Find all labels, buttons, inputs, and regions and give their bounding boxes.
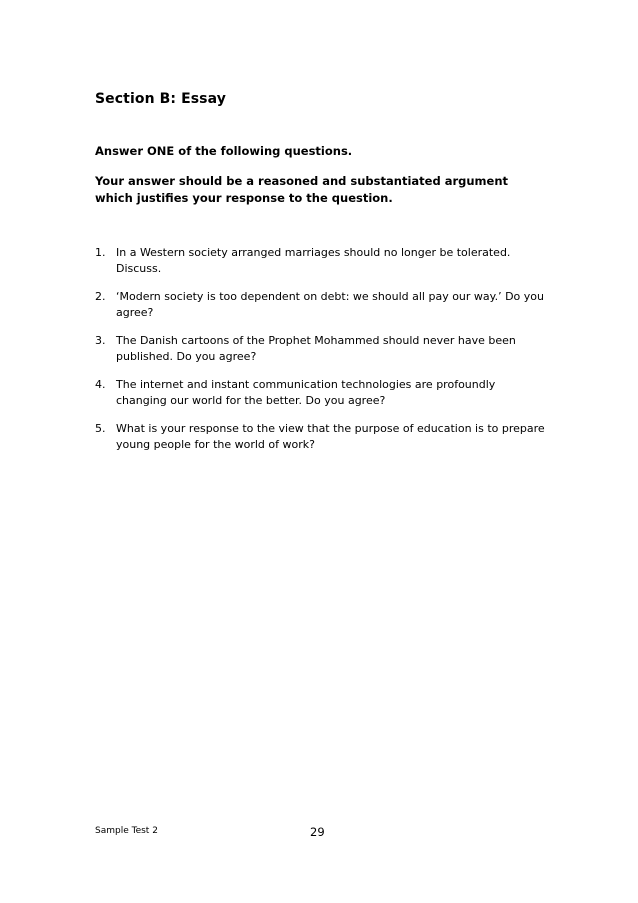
question-text: The Danish cartoons of the Prophet Mohammed should never have been published. Do you agree? <box>116 334 516 363</box>
question-item-5 <box>95 421 545 453</box>
question-number: 2. <box>95 290 106 303</box>
question-text: What is your response to the view that the purpose of education is to prepare young people for the world of work? <box>116 422 545 451</box>
question-number: 3. <box>95 334 106 347</box>
question-item-1 <box>95 245 545 277</box>
footer-page-number: 29 <box>310 825 325 839</box>
question-number: 4. <box>95 378 106 391</box>
question-text: In a Western society arranged marriages should no longer be tolerated. Discuss. <box>116 246 511 275</box>
question-item-2 <box>95 289 545 321</box>
question-text: The internet and instant communication technologies are profoundly changing our world for the better. Do you agree? <box>116 378 496 407</box>
instruction-reasoned-argument: Your answer should be a reasoned and substantiated argument which justifies your response to the question. <box>95 174 509 205</box>
question-item-4 <box>95 377 545 409</box>
question-list <box>95 245 545 465</box>
instruction-answer-one: Answer ONE of the following questions. <box>95 144 353 158</box>
footer-document-label: Sample Test 2 <box>95 826 158 836</box>
question-number: 1. <box>95 246 106 259</box>
question-item-3 <box>95 333 545 365</box>
question-text: ‘Modern society is too dependent on debt: we should all pay our way.’ Do you agree? <box>116 290 544 319</box>
section-title: Section B: Essay <box>95 91 226 107</box>
question-number: 5. <box>95 422 106 435</box>
